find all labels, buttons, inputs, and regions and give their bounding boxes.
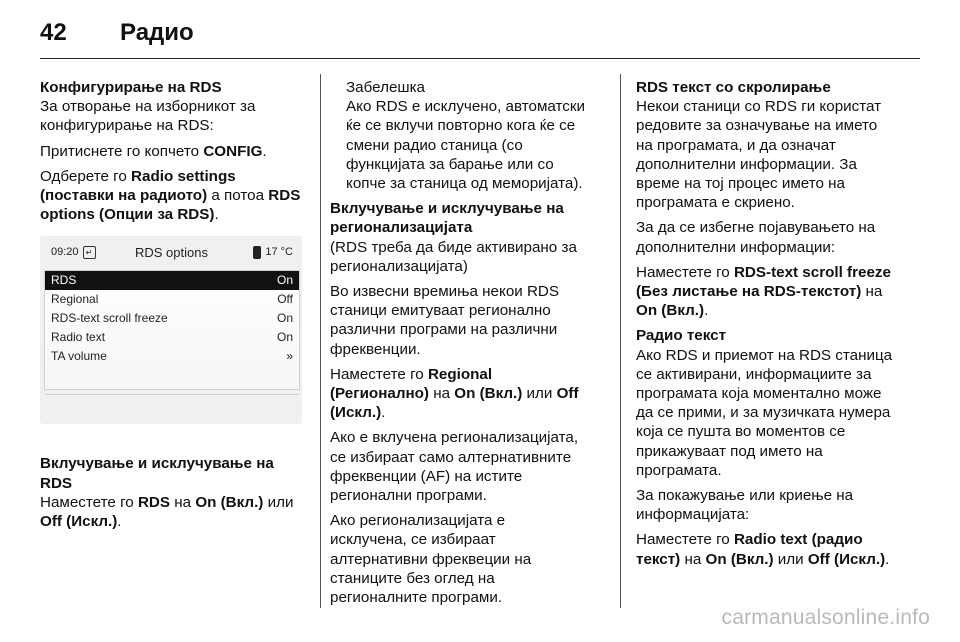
column-divider xyxy=(320,74,321,608)
display-screen xyxy=(44,244,300,390)
page-title: Радио xyxy=(120,19,194,46)
paragraph: Наместете го RDS на On (Вкл.) или Off (Искл.). xyxy=(40,493,294,531)
page-number: 42 xyxy=(40,19,67,46)
paragraph: За да се избегне појавувањето на дополнителни информации: xyxy=(636,219,876,256)
column-3 xyxy=(636,78,926,575)
paragraph: Наместете го Regional (Регионално) на On (Вкл.) или Off (Искл.). xyxy=(330,365,579,422)
screen-status-bar xyxy=(45,241,299,263)
menu-row-ta-volume: TA volume » xyxy=(45,347,299,366)
paragraph: За отворање на изборникот за конфигурирање на RDS: xyxy=(40,98,256,135)
note-text: Ако RDS е исклучено, автоматски ќе се вклучи повторно кога ќе се смени радио станица (со функцијата за барање или со копче за станица од меморијата). xyxy=(346,98,586,193)
section-heading: Вклучување и исклучување на RDS xyxy=(40,455,274,492)
paragraph: Во извесни времиња некои RDS станици емитуваат регионално различни програми на различни фреквенции. xyxy=(330,283,560,358)
menu-row-rds: RDS On xyxy=(45,271,299,290)
paragraph: Притиснете го копчето CONFIG. xyxy=(40,142,267,160)
paragraph: Наместете го RDS-text scroll freeze (Без листање на RDS-текстот) на On (Вкл.). xyxy=(636,263,891,320)
menu-row-regional: Regional Off xyxy=(51,292,293,307)
chevron-right-icon: » xyxy=(286,349,293,364)
rds-options-screenshot xyxy=(40,236,302,424)
column-2 xyxy=(330,78,615,613)
column-1 xyxy=(40,78,310,537)
page-header xyxy=(40,16,194,50)
paragraph: Наместете го Radio text (радио текст) на On (Вкл.) или Off (Искл.). xyxy=(636,531,890,568)
screen-title: RDS options xyxy=(135,244,208,260)
menu-row-rds-text-scroll-freeze: RDS-text scroll freeze On xyxy=(51,311,293,326)
note-heading: Забелешка xyxy=(346,79,426,96)
paragraph: Ако регионализацијата е исклучена, се избираат алтернативни фреквеции на станиците без оглед на регионалните програми. xyxy=(330,512,532,607)
paragraph: За покажување или криење на информацијата: xyxy=(636,487,854,524)
section-heading: Конфигурирање на RDS xyxy=(40,79,222,96)
clock-text: 09:20 xyxy=(51,245,79,258)
section-heading: Радио текст xyxy=(636,327,727,345)
temperature-text: 17 °C xyxy=(265,245,293,258)
back-icon: ↵ xyxy=(83,246,96,259)
paragraph: Некои станици со RDS ги користат редовите за означување на името на програмата, и да означат дополнителни информации. За време на тој процес името на програмата е скриено. xyxy=(636,98,882,212)
header-divider xyxy=(40,58,920,59)
paragraph: Одберете го Radio settings (поставки на радиото) а потоа RDS options (Опции за RDS). xyxy=(40,167,301,224)
paragraph: (RDS треба да биде активирано за регионализацијата) xyxy=(330,238,577,275)
section-heading: Вклучување и исклучување на регионализацијата xyxy=(330,200,564,237)
section-heading: RDS текст со скролирање xyxy=(636,79,831,96)
watermark-text: carmanualsonline.info xyxy=(721,606,930,629)
paragraph: Ако RDS и приемот на RDS станица се активирани, информациите за програмата која моментално може да се прими, и за музичката нумера која се пушта во моментов се прикажуваат под името на програмата. xyxy=(636,346,893,479)
phone-icon xyxy=(253,246,261,259)
column-divider xyxy=(620,74,621,608)
paragraph: Ако е вклучена регионализацијата, се избираат само алтернативните фреквенции (AF) на истите регионални програми. xyxy=(330,429,579,505)
screen-bottom-bar xyxy=(45,394,299,419)
menu-row-radio-text: Radio text On xyxy=(51,330,293,345)
note-box xyxy=(330,78,615,193)
